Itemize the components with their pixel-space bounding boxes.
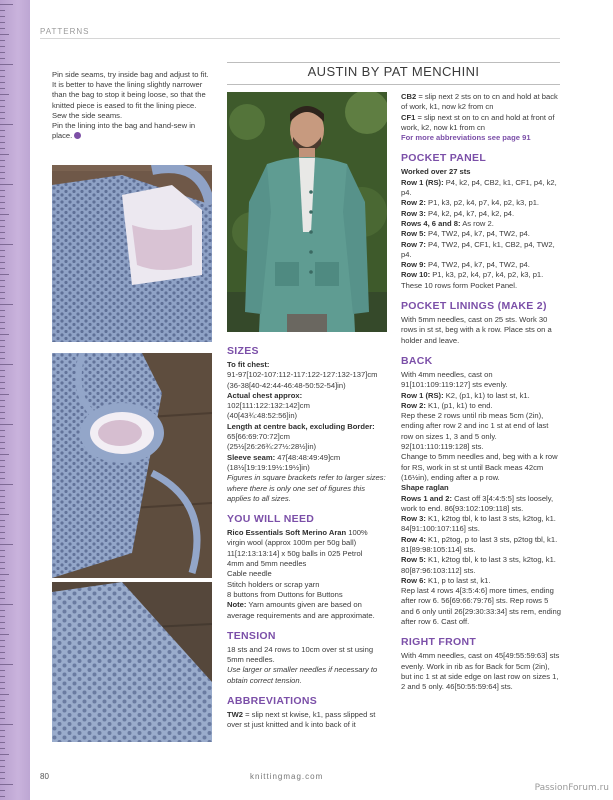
tape-tick (0, 748, 5, 749)
tape-tick (0, 238, 5, 239)
back-row3-text: K1, k2tog tbl, k to last 3 sts, k2tog, k1. 84[91:100:107:116] sts. (401, 514, 556, 534)
tape-tick (0, 376, 5, 377)
back-row6-label: Row 6: (401, 575, 426, 585)
to-fit-cm: 91-97[102-107:112-117:122-127:132-137]cm (227, 370, 378, 380)
tape-tick (0, 508, 5, 509)
back-rows12-text: Cast off 3[4:4:5:5] sts loosely, work to end. 86[93:102:109:118] sts. (401, 493, 554, 513)
tape-tick (0, 436, 5, 437)
tape-tick (0, 178, 5, 179)
tape-tick (0, 82, 5, 83)
pocket-panel-row (401, 209, 561, 219)
title-rule-bottom (227, 84, 560, 85)
abbr-cf1-label: CF1 (401, 112, 416, 122)
measuring-tape-strip (0, 0, 30, 800)
tape-tick (0, 310, 5, 311)
abbr-cf1-text: = slip next st on to cn and hold at front of work, k2, now k1 from cn (401, 112, 555, 132)
title-rule-top (227, 62, 560, 63)
tape-tick (0, 34, 9, 35)
more-abbreviations-link[interactable]: For more abbreviations see page 91 (401, 133, 531, 143)
tape-tick (0, 472, 5, 473)
tape-tick (0, 382, 5, 383)
tape-tick (0, 142, 5, 143)
tape-tick (0, 250, 5, 251)
tape-tick (0, 358, 5, 359)
buttons: 8 buttons from Duttons for Buttons (227, 589, 343, 599)
intro-text-block (52, 70, 212, 141)
tape-tick (0, 58, 5, 59)
to-fit-in: (36-38[40-42:44-46:48-50:52-54]in) (227, 380, 346, 390)
tape-tick (0, 22, 5, 23)
sleeve-in: (18½[19:19:19½:19½]in) (227, 462, 310, 472)
column-middle (227, 345, 387, 731)
note-text: Yarn amounts given are based on average requirements and are approximate. (227, 600, 375, 620)
tape-tick (0, 652, 5, 653)
tape-tick (0, 766, 5, 767)
back-row3-label: Row 3: (401, 514, 426, 524)
tape-tick (0, 556, 5, 557)
tape-tick (0, 700, 5, 701)
tape-tick (0, 418, 5, 419)
yarn-name: Rico Essentials Soft Merino Aran (227, 528, 347, 538)
tape-tick (0, 130, 5, 131)
tape-tick (0, 598, 5, 599)
tape-tick (0, 448, 5, 449)
tape-tick (0, 106, 5, 107)
tape-tick (0, 676, 5, 677)
back-row5-text: K1, k2tog tbl, k to last 3 sts, k2tog, k1. 80[87:96:103:112] sts. (401, 555, 556, 575)
pocket-panel-row-text: P4, TW2, p4, CF1, k1, CB2, p4, TW2, p4. (401, 239, 555, 259)
tape-tick (0, 568, 5, 569)
actual-chest-in: (40[43¾:48:52:56]in) (227, 411, 298, 421)
tape-tick (0, 154, 9, 155)
label-actual-chest: Actual chest approx: (227, 390, 303, 400)
pocket-panel-row-label: Row 7: (401, 239, 426, 249)
tape-tick (0, 484, 13, 485)
tape-tick (0, 196, 5, 197)
shape-raglan-label: Shape raglan (401, 483, 449, 493)
tension-text: 18 sts and 24 rows to 10cm over st st using 5mm needles. (227, 644, 374, 665)
tape-tick (0, 346, 5, 347)
back-row4-label: Row 4: (401, 534, 426, 544)
tape-tick (0, 670, 5, 671)
label-to-fit: To fit chest: (227, 360, 270, 369)
tape-tick (0, 166, 5, 167)
tape-tick (0, 772, 5, 773)
tape-tick (0, 664, 13, 665)
pocket-panel-row (401, 270, 561, 280)
tape-tick (0, 292, 5, 293)
tape-tick (0, 628, 5, 629)
column-right (401, 92, 561, 693)
tape-tick (0, 640, 5, 641)
tape-tick (0, 730, 5, 731)
tape-tick (0, 10, 5, 11)
tape-tick (0, 304, 13, 305)
abbr-cb2-text: = slip next 2 sts on to cn and hold at back of work, k1, now k2 from cn (401, 92, 558, 112)
back-change: Change to 5mm needles and, beg with a k row for RS, work in st st until Back meas 42cm (16½in), ending after a p row. (401, 452, 558, 482)
abbr-cb2-label: CB2 (401, 92, 417, 101)
tape-tick (0, 394, 9, 395)
pocket-panel-row (401, 240, 561, 261)
pocket-panel-row (401, 178, 561, 199)
heading-sizes: SIZES (227, 345, 259, 357)
tape-tick (0, 94, 9, 95)
tape-tick (0, 682, 5, 683)
tape-tick (0, 796, 5, 797)
tape-tick (0, 316, 5, 317)
intro-line-sew: Sew the side seams. (52, 110, 123, 120)
pocket-panel-row (401, 198, 561, 208)
photo-bag-handles (52, 165, 212, 342)
pattern-title: AUSTIN BY PAT MENCHINI (307, 64, 480, 79)
tape-tick (0, 244, 13, 245)
tape-tick (0, 538, 5, 539)
tape-tick (0, 340, 5, 341)
note-label: Note: (227, 600, 247, 610)
tape-tick (0, 502, 5, 503)
tape-tick (0, 202, 5, 203)
right-front-text: With 4mm needles, cast on 45[49:55:59:63] sts evenly. Work in rib as for Back for 5cm (2in), but inc 1 st at side edge on last row on sizes 1, 2 and 5 only. 46[50:55:59:64] sts. (401, 651, 560, 692)
pocket-panel-row-text: P4, k2, p4, k7, p4, k2, p4. (425, 208, 515, 218)
tape-tick (0, 736, 5, 737)
back-rows12-label: Rows 1 and 2: (401, 493, 453, 503)
photo-model-cardigan (227, 92, 387, 332)
tape-tick (0, 262, 5, 263)
length-cm: 65[66:69:70:72]cm (227, 432, 290, 442)
heading-abbreviations: ABBREVIATIONS (227, 695, 318, 708)
tape-tick (0, 454, 9, 455)
tape-tick (0, 760, 5, 761)
pocket-panel-row-label: Row 3: (401, 208, 426, 218)
sizes-note: Figures in square brackets refer to larger sizes: where there is only one set of figures this applies to all sizes. (227, 473, 386, 503)
tape-tick (0, 214, 9, 215)
tape-tick (0, 430, 5, 431)
tape-tick (0, 562, 5, 563)
tape-tick (0, 370, 5, 371)
photo-bag-lining (52, 353, 212, 578)
tape-tick (0, 718, 5, 719)
tape-tick (0, 364, 13, 365)
back-row6-text: K1, p to last st, k1. (425, 575, 491, 585)
tape-tick (0, 184, 13, 185)
tape-tick (0, 694, 9, 695)
tape-tick (0, 226, 5, 227)
tape-tick (0, 784, 13, 785)
tape-tick (0, 46, 5, 47)
tension-note: Use larger or smaller needles if necessary to obtain correct tension. (227, 665, 378, 685)
pocket-panel-row-text: P4, TW2, p4, k7, p4, TW2, p4. (425, 229, 530, 239)
pocket-panel-row-label: Row 9: (401, 260, 426, 270)
tape-tick (0, 634, 9, 635)
cable-needle: Cable needle (227, 569, 272, 579)
section-label: PATTERNS (40, 27, 90, 36)
label-sleeve: Sleeve seam: (227, 452, 276, 462)
tape-tick (0, 148, 5, 149)
tape-tick (0, 88, 5, 89)
site-url: knittingmag.com (250, 772, 324, 781)
back-rib: Rep these 2 rows until rib meas 5cm (2in), ending after row 2 and inc 1 st at end of last row on sizes 1, 3 and 5 only. 92[101:110:119:128] sts. (401, 411, 549, 452)
tape-tick (0, 76, 5, 77)
tape-tick (0, 490, 5, 491)
back-row1-label: Row 1 (RS): (401, 390, 444, 400)
tape-tick (0, 520, 5, 521)
tape-tick (0, 70, 5, 71)
pocket-panel-closing: These 10 rows form Pocket Panel. (401, 280, 518, 290)
intro-paragraph: Pin side seams, try inside bag and adjust to fit. It is better to have the lining slightly narrower than the bag to stop it being loose, so that the knitted piece is eased to fit the lining piece. (52, 70, 209, 110)
photo-knit-closeup (52, 582, 212, 742)
tape-tick (0, 64, 13, 65)
back-row2-text: K1, (p1, k1) to end. (425, 400, 493, 410)
tape-tick (0, 778, 5, 779)
tape-tick (0, 322, 5, 323)
pocket-panel-row-label: Row 1 (RS): (401, 177, 444, 187)
pocket-panel-row-text: P1, k3, p2, k4, p7, k4, p2, k3, p1. (425, 198, 540, 208)
tape-tick (0, 790, 5, 791)
back-row1-text: K2, (p1, k1) to last st, k1. (443, 390, 530, 400)
tape-tick (0, 496, 5, 497)
tape-tick (0, 190, 5, 191)
tape-tick (0, 424, 13, 425)
back-row4-text: K1, p2tog, p to last 3 sts, p2tog tbl, k1. 81[89:98:105:114] sts. (401, 534, 558, 554)
tape-tick (0, 298, 5, 299)
tape-tick (0, 400, 5, 401)
stitch-holders: Stitch holders or scrap yarn (227, 579, 320, 589)
pocket-panel-row-label: Rows 4, 6 and 8: (401, 218, 461, 228)
tape-tick (0, 712, 5, 713)
tape-tick (0, 592, 5, 593)
label-length: Length at centre back, excluding Border: (227, 421, 375, 431)
tape-tick (0, 352, 5, 353)
tape-tick (0, 334, 9, 335)
tape-tick (0, 460, 5, 461)
tape-tick (0, 136, 5, 137)
pocket-panel-row-label: Row 2: (401, 198, 426, 208)
tape-tick (0, 658, 5, 659)
tape-tick (0, 604, 13, 605)
pocket-panel-row (401, 229, 561, 239)
page-number: 80 (40, 772, 49, 781)
tape-tick (0, 4, 13, 5)
tape-tick (0, 514, 9, 515)
watermark: PassionForum.ru (534, 783, 609, 793)
tape-tick (0, 646, 5, 647)
pocket-panel-row-label: Row 10: (401, 270, 431, 280)
back-row2-label: Row 2: (401, 400, 426, 410)
length-in: (25½[26:26¾:27½:28½]in) (227, 442, 317, 452)
tape-tick (0, 550, 5, 551)
tape-tick (0, 724, 13, 725)
pocket-panel-row-text: As row 2. (460, 218, 494, 228)
needles: 4mm and 5mm needles (227, 559, 307, 569)
pocket-panel-rows (401, 178, 561, 281)
tape-tick (0, 466, 5, 467)
end-marker-icon (74, 132, 81, 139)
tape-tick (0, 406, 5, 407)
tape-tick (0, 286, 5, 287)
tape-tick (0, 52, 5, 53)
tape-tick (0, 160, 5, 161)
heading-right-front: RIGHT FRONT (401, 636, 477, 649)
tape-tick (0, 280, 5, 281)
tape-tick (0, 232, 5, 233)
tape-tick (0, 274, 9, 275)
tape-tick (0, 388, 5, 389)
tape-tick (0, 532, 5, 533)
tape-tick (0, 40, 5, 41)
tape-tick (0, 616, 5, 617)
tape-tick (0, 610, 5, 611)
pocket-panel-worked: Worked over 27 sts (401, 167, 471, 177)
pocket-panel-row-text: P4, k2, p4, CB2, k1, CF1, p4, k2, p4. (401, 177, 557, 198)
tape-tick (0, 28, 5, 29)
tape-tick (0, 172, 5, 173)
heading-pocket-linings: POCKET LININGS (MAKE 2) (401, 300, 547, 313)
back-repeat: Rep last 4 rows 4[3:5:4:6] more times, ending after row 6. 56[69:66:79:76] sts. Rep rows 5 and 6 only until 26[29:30:33:34] sts rem, ending after row 6. Cast off. (401, 586, 561, 627)
pocket-panel-row-text: P4, TW2, p4, k7, p4, TW2, p4. (425, 260, 530, 270)
tape-tick (0, 112, 5, 113)
pocket-linings-text: With 5mm needles, cast on 25 sts. Work 30 rows in st st, beg with a k row. Place sts on a holder and leave. (401, 315, 552, 345)
tape-tick (0, 526, 5, 527)
heading-tension: TENSION (227, 629, 276, 642)
tape-tick (0, 544, 13, 545)
tape-tick (0, 124, 13, 125)
tape-tick (0, 16, 5, 17)
tape-tick (0, 118, 5, 119)
back-row5-label: Row 5: (401, 555, 426, 565)
tape-tick (0, 256, 5, 257)
pocket-panel-row-label: Row 5: (401, 229, 426, 239)
tape-tick (0, 574, 9, 575)
tape-tick (0, 100, 5, 101)
pocket-panel-row-text: P1, k3, p2, k4, p7, k4, p2, k3, p1. (430, 270, 544, 280)
intro-line-pin: Pin the lining into the bag and hand-sew in place. (52, 121, 196, 141)
tape-tick (0, 706, 5, 707)
heading-back: BACK (401, 354, 433, 367)
tape-tick (0, 754, 9, 755)
tape-tick (0, 622, 5, 623)
pocket-panel-row (401, 219, 561, 229)
section-divider (40, 38, 560, 39)
pocket-panel-row (401, 260, 561, 270)
tape-tick (0, 220, 5, 221)
heading-you-will-need: YOU WILL NEED (227, 513, 315, 526)
tape-tick (0, 328, 5, 329)
tape-tick (0, 478, 5, 479)
tape-tick (0, 742, 5, 743)
tape-tick (0, 268, 5, 269)
tape-tick (0, 688, 5, 689)
heading-pocket-panel: POCKET PANEL (401, 152, 487, 165)
yarn-details: 100% virgin wool (approx 100m per 50g ball) 11[12:13:13:14] x 50g balls in 025 Petrol (227, 528, 368, 558)
actual-chest-cm: 102[111:122:132:142]cm (227, 401, 310, 411)
back-cast-on: With 4mm needles, cast on 91[101:109:119:127] sts evenly. (401, 369, 508, 390)
sleeve-cm: 47[48:48:49:49]cm (277, 452, 341, 462)
tape-tick (0, 442, 5, 443)
tape-tick (0, 412, 5, 413)
abbr-tw2-label: TW2 (227, 710, 244, 720)
tape-tick (0, 586, 5, 587)
tape-tick (0, 580, 5, 581)
tape-tick (0, 208, 5, 209)
abbr-tw2-text: = slip next st kwise, k1, pass slipped st over st just knitted and k into back of it (227, 710, 376, 730)
